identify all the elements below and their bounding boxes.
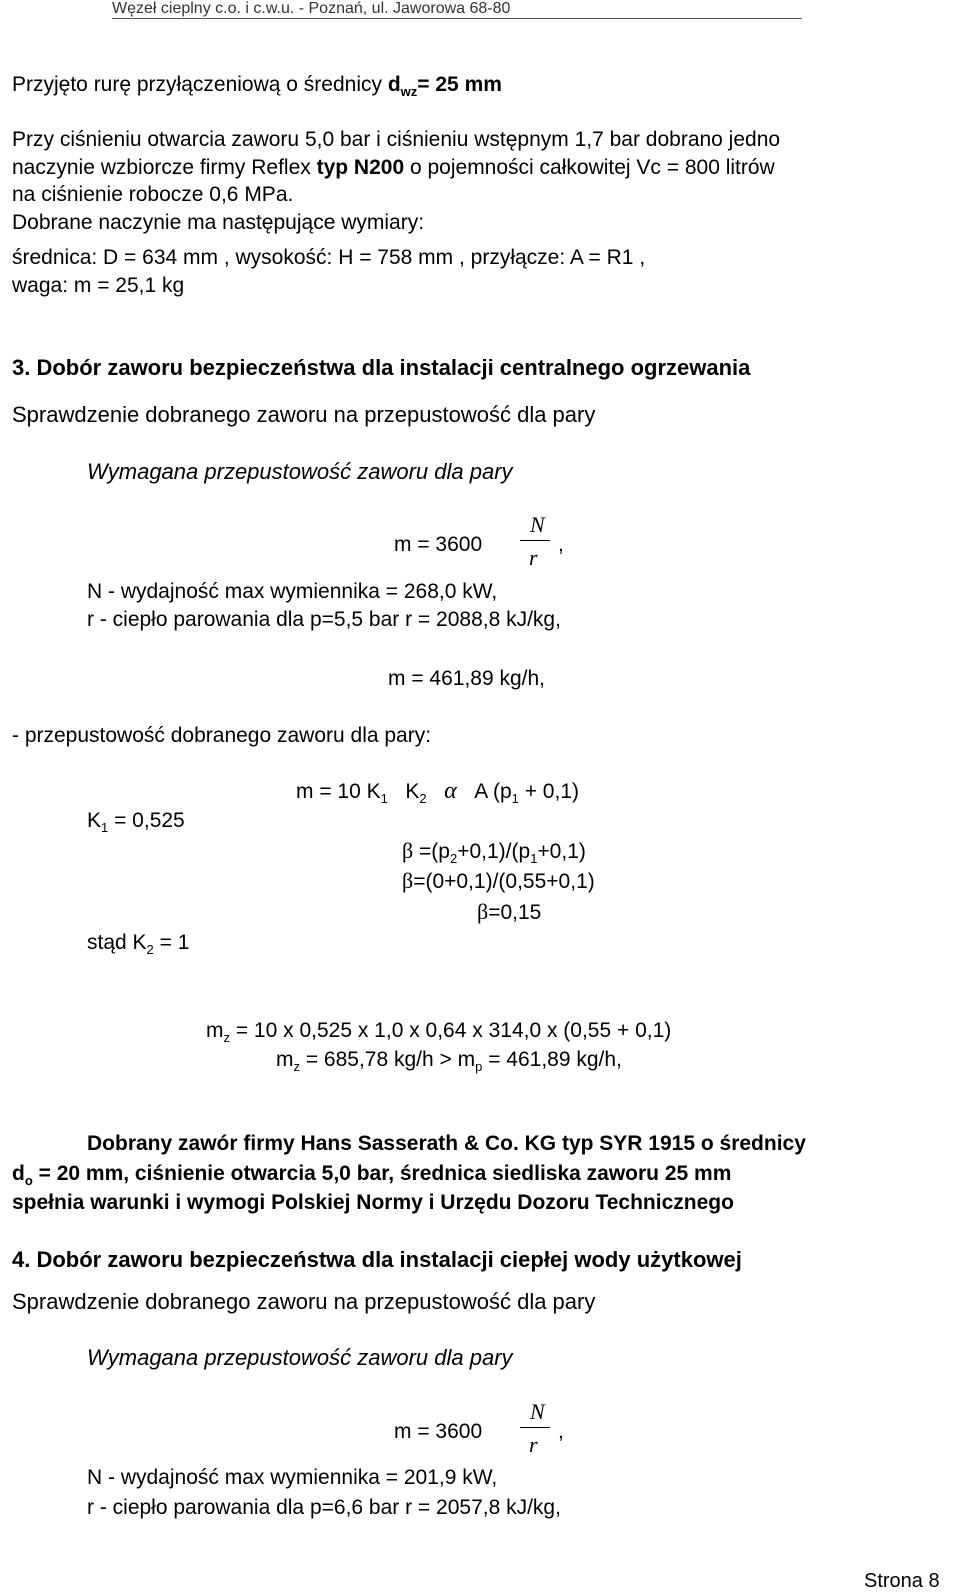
k1-number: = 0,525: [108, 809, 185, 832]
fraction4-bar: [520, 1427, 550, 1428]
pipe-sub: wz: [400, 84, 418, 99]
vessel-text-3: na ciśnienie robocze 0,6 MPa.: [12, 183, 294, 206]
mz-calc-line: [206, 1019, 671, 1045]
pipe-value: = 25 mm: [417, 73, 502, 96]
formula-p1-sub: 1: [511, 791, 519, 806]
capacity-formula: [296, 779, 579, 806]
section-3-check: Sprawdzenie dobranego zaworu na przepustowość dla pary: [12, 402, 596, 427]
formula-m: m = 10 K: [296, 780, 381, 803]
beta-2: =(0+0,1)/(0,55+0,1): [413, 870, 595, 893]
result-m: m = 461,89 kg/h,: [388, 667, 546, 690]
fraction4-denominator: r: [529, 1432, 538, 1457]
beta-symbol-3: β: [477, 899, 489, 924]
k1-label: K: [87, 809, 102, 832]
def-n: N - wydajność max wymiennika = 268,0 kW,: [87, 580, 498, 603]
capacity-label: - przepustowość dobranego zaworu dla pary:: [12, 724, 432, 747]
mz-m: m: [206, 1019, 224, 1042]
def4-n: N - wydajność max wymiennika = 201,9 kW,: [87, 1466, 498, 1489]
pipe-d: d: [387, 73, 401, 96]
k1-sub: 1: [101, 820, 109, 835]
beta-1a: =(p: [413, 840, 450, 863]
mz-calc: = 10 x 0,525 x 1,0 x 0,64 x 314,0 x (0,55 + 0,1): [230, 1019, 672, 1042]
page-header: Węzeł cieplny c.o. i c.w.u. - Poznań, ul. Jaworowa 68-80: [112, 0, 511, 17]
beta-symbol-1: β: [402, 838, 414, 863]
mz-result-line: [276, 1048, 622, 1074]
beta-line-1: [402, 839, 586, 866]
pipe-diameter-line: [12, 73, 502, 99]
k2-number: = 1: [153, 931, 190, 954]
section-4-required: Wymagana przepustowość zaworu dla pary: [87, 1345, 513, 1370]
concl-rest: = 20 mm, ciśnienie otwarcia 5,0 bar, średnica siedliska zaworu 25 mm: [32, 1162, 732, 1185]
k1-value: [87, 809, 185, 835]
formula-k1-sub: 1: [380, 791, 388, 806]
fraction4-comma: ,: [558, 1420, 564, 1443]
section-4-heading: 4. Dobór zaworu bezpieczeństwa dla instalacji ciepłej wody użytkowej: [12, 1247, 742, 1272]
beta-1c: +0,1): [537, 840, 586, 863]
beta-line-2: [402, 869, 595, 894]
fraction4-numerator: N: [530, 1399, 545, 1424]
section-3-required: Wymagana przepustowość zaworu dla pary: [87, 459, 513, 484]
fraction-denominator: r: [529, 545, 538, 570]
fraction-numerator: N: [530, 512, 545, 537]
formula-3600-lhs: m = 3600: [394, 533, 483, 556]
concl-sub: o: [24, 1173, 33, 1188]
formula-k2: K: [405, 780, 420, 803]
beta-3: =0,15: [488, 901, 542, 924]
conclusion-2: [12, 1162, 731, 1188]
mz2-sub: z: [293, 1059, 300, 1074]
beta-line-3: [477, 900, 541, 925]
vessel-text-2b: o pojemności całkowitej Vc = 800 litrów: [404, 156, 775, 179]
def-r: r - ciepło parowania dla p=5,5 bar r = 2088,8 kJ/kg,: [87, 608, 561, 631]
conclusion-1: Dobrany zawór firmy Hans Sasserath & Co. KG typ SYR 1915 o średnicy: [87, 1132, 806, 1155]
k2-label: stąd K: [87, 931, 147, 954]
section-4-check: Sprawdzenie dobranego zaworu na przepustowość dla pary: [12, 1289, 596, 1314]
pipe-prefix: Przyjęto rurę przyłączeniową o średnicy: [12, 73, 388, 96]
vessel-text-2: [12, 156, 775, 180]
formula-end: + 0,1): [518, 780, 579, 803]
vessel-weight: waga: m = 25,1 kg: [12, 274, 185, 297]
vessel-dims-title: Dobrane naczynie ma następujące wymiary:: [12, 211, 425, 234]
page-number: Strona 8: [864, 1570, 940, 1592]
k2-sub: 2: [146, 942, 154, 957]
header-rule: [112, 18, 802, 19]
mz2-b: = 461,89 kg/h,: [482, 1048, 622, 1071]
mp-sub: p: [475, 1059, 483, 1074]
concl-d: d: [12, 1162, 25, 1185]
alpha-symbol: α: [444, 778, 457, 804]
section-3-heading: 3. Dobór zaworu bezpieczeństwa dla instalacji centralnego ogrzewania: [12, 355, 751, 380]
beta-symbol-2: β: [402, 868, 414, 893]
vessel-type: typ N200: [316, 156, 405, 179]
vessel-dims: średnica: D = 634 mm , wysokość: H = 758 mm , przyłącze: A = R1 ,: [12, 246, 646, 269]
conclusion-3: spełnia warunki i wymogi Polskiej Normy i Urzędu Dozoru Technicznego: [12, 1191, 734, 1214]
mz2-a: = 685,78 kg/h > m: [300, 1048, 476, 1071]
vessel-text-2a: naczynie wzbiorcze firmy Reflex: [12, 156, 317, 179]
fraction-bar: [520, 540, 550, 541]
fraction-comma: ,: [558, 533, 564, 556]
def4-r: r - ciepło parowania dla p=6,6 bar r = 2057,8 kJ/kg,: [87, 1496, 561, 1519]
beta-p1-sub: 1: [530, 851, 538, 866]
formula4-lhs: m = 3600: [394, 1420, 483, 1443]
k2-value: [87, 931, 189, 957]
vessel-text-1: Przy ciśnieniu otwarcia zaworu 5,0 bar i ciśnieniu wstępnym 1,7 bar dobrano jedno: [12, 128, 781, 151]
mz2-m: m: [276, 1048, 294, 1071]
formula-k2-sub: 2: [419, 791, 427, 806]
beta-p2-sub: 2: [449, 851, 458, 866]
mz-sub: z: [223, 1030, 230, 1045]
formula-a: A (p: [474, 780, 512, 803]
beta-1b: +0,1)/(p: [457, 840, 531, 863]
